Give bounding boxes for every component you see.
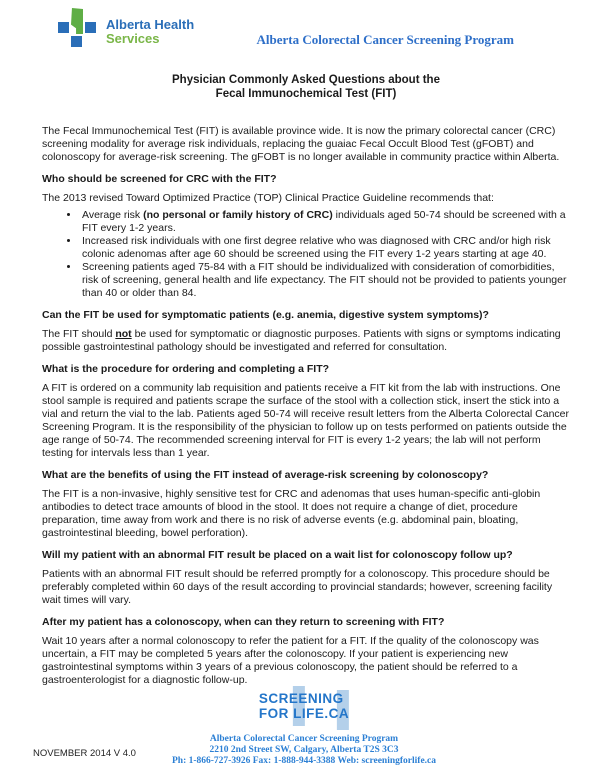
- sfl-logo-line1: SCREENING: [258, 691, 344, 706]
- bullet-item: • Screening patients aged 75-84 with a FIT should be individualized with consideration of comorbidities, risk of screening, general health and life expectancy. The FIT should not be provided to patients younger than 40 or older than 84.: [80, 261, 570, 300]
- sfl-logo-line2: FOR LIFE.CA: [258, 705, 350, 721]
- screening-for-life-logo: [259, 692, 349, 721]
- q5-heading: Will my patient with an abnormal FIT result be placed on a wait list for colonoscopy follow up?: [42, 549, 513, 561]
- q1-heading: Who should be screened for CRC with the FIT?: [42, 173, 277, 185]
- footer-address: 2210 2nd Street SW, Calgary, Alberta T2S 3C3: [209, 745, 399, 755]
- ahs-wordmark: [106, 8, 194, 45]
- version-label: NOVEMBER 2014 V 4.0: [33, 748, 136, 759]
- ahs-logo-mark-icon: [58, 8, 98, 48]
- q4-paragraph: The FIT is a non-invasive, highly sensitive test for CRC and adenomas that uses human-specific anti-globin antibodies to detect trace amounts of blood in the stool. It does not require a change of diet, procedure preparation, time away from work and there is no risk of adverse events (e.g. abdominal pain, bloating, gastrointestinal bleeding, bowel perforation).: [42, 488, 541, 539]
- q6-heading: After my patient has a colonoscopy, when can they return to screening with FIT?: [42, 616, 445, 628]
- program-title: Alberta Colorectal Cancer Screening Program: [256, 32, 514, 47]
- document-title-line1: Physician Commonly Asked Questions about the: [172, 74, 440, 86]
- bullet-item: • Increased risk individuals with one first degree relative who was diagnosed with CRC and/or high risk colonic adenomas after age 60 should be screened using the FIT every 1-2 years starting at age 40.: [80, 235, 570, 261]
- footer-org: Alberta Colorectal Cancer Screening Program: [209, 734, 399, 744]
- sfl-logo-text: [259, 692, 349, 721]
- bullet-item: • Average risk (no personal or family history of CRC) individuals aged 50-74 should be screened with a FIT every 1-2 years.: [80, 209, 570, 235]
- page-header: [58, 8, 514, 54]
- logo-square-left: [58, 22, 69, 33]
- document-title: [42, 74, 570, 101]
- q3-heading: What is the procedure for ordering and completing a FIT?: [42, 363, 330, 375]
- q1-bullet-list: [42, 209, 570, 300]
- footer-contact-block: [172, 734, 436, 767]
- alberta-health-services-logo: [58, 8, 194, 48]
- alberta-province-shape-icon: [71, 8, 83, 34]
- ahs-wordmark-line2: Services: [106, 30, 160, 46]
- q2-heading: Can the FIT be used for symptomatic patients (e.g. anemia, digestive system symptoms)?: [42, 309, 489, 321]
- q5-paragraph: Patients with an abnormal FIT result should be referred promptly for a colonoscopy. This procedure should be preferably completed within 60 days of the result according to provincial standards; however, screening facility wait times will vary.: [42, 568, 553, 606]
- ahs-wordmark-line1: Alberta Health: [106, 17, 195, 32]
- document-body: [42, 125, 570, 687]
- page-footer: [0, 691, 608, 782]
- q1-lead: The 2013 revised Toward Optimized Practice (TOP) Clinical Practice Guideline recommends that:: [42, 192, 494, 204]
- logo-square-right: [85, 22, 96, 33]
- q3-paragraph: A FIT is ordered on a community lab requisition and patients receive a FIT kit from the lab with instructions. One stool sample is required and patients scrape the surface of the stool with a collection stick, insert the stick into a vial and return the vial to the lab. Patients aged 50-74 will receive result letters from the Alberta Colorectal Cancer Screening Program. It is the responsibility of the physician to follow up on tests performed on patients outside the age range of 50-74. The recommended screening interval for FIT is every 1-2 years; the lab will not perform testing for intervals less than 1 year.: [42, 382, 570, 459]
- document-title-line2: Fecal Immunochemical Test (FIT): [215, 87, 397, 100]
- q4-heading: What are the benefits of using the FIT instead of average-risk screening by colonoscopy?: [42, 469, 489, 481]
- footer-contact: Ph: 1-866-727-3926 Fax: 1-888-944-3388 Web: screeningforlife.ca: [171, 756, 437, 766]
- q2-paragraph: The FIT should not be used for symptomatic or diagnostic purposes. Patients with signs or symptoms indicating possible gastrointestinal pathology should be investigated and referred for consultation.: [42, 328, 561, 353]
- logo-square-bottom: [71, 36, 82, 47]
- intro-paragraph: The Fecal Immunochemical Test (FIT) is available province wide. It is now the primary colorectal cancer (CRC) screening modality for average risk individuals, replacing the guaiac Fecal Occult Blood Test (gFOBT) and colonoscopy for average-risk screening. The gFOBT is no longer available in community practice within Alberta.: [42, 125, 560, 163]
- q6-paragraph: Wait 10 years after a normal colonoscopy to refer the patient for a FIT. If the quality of the colonoscopy was uncertain, a FIT may be completed 5 years after the colonoscopy. If your patient is experiencing new gastrointestinal symptoms within 3 years of a previous colonoscopy, the patient should be referred to a gastroenterologist for a diagnostic follow-up.: [42, 635, 539, 686]
